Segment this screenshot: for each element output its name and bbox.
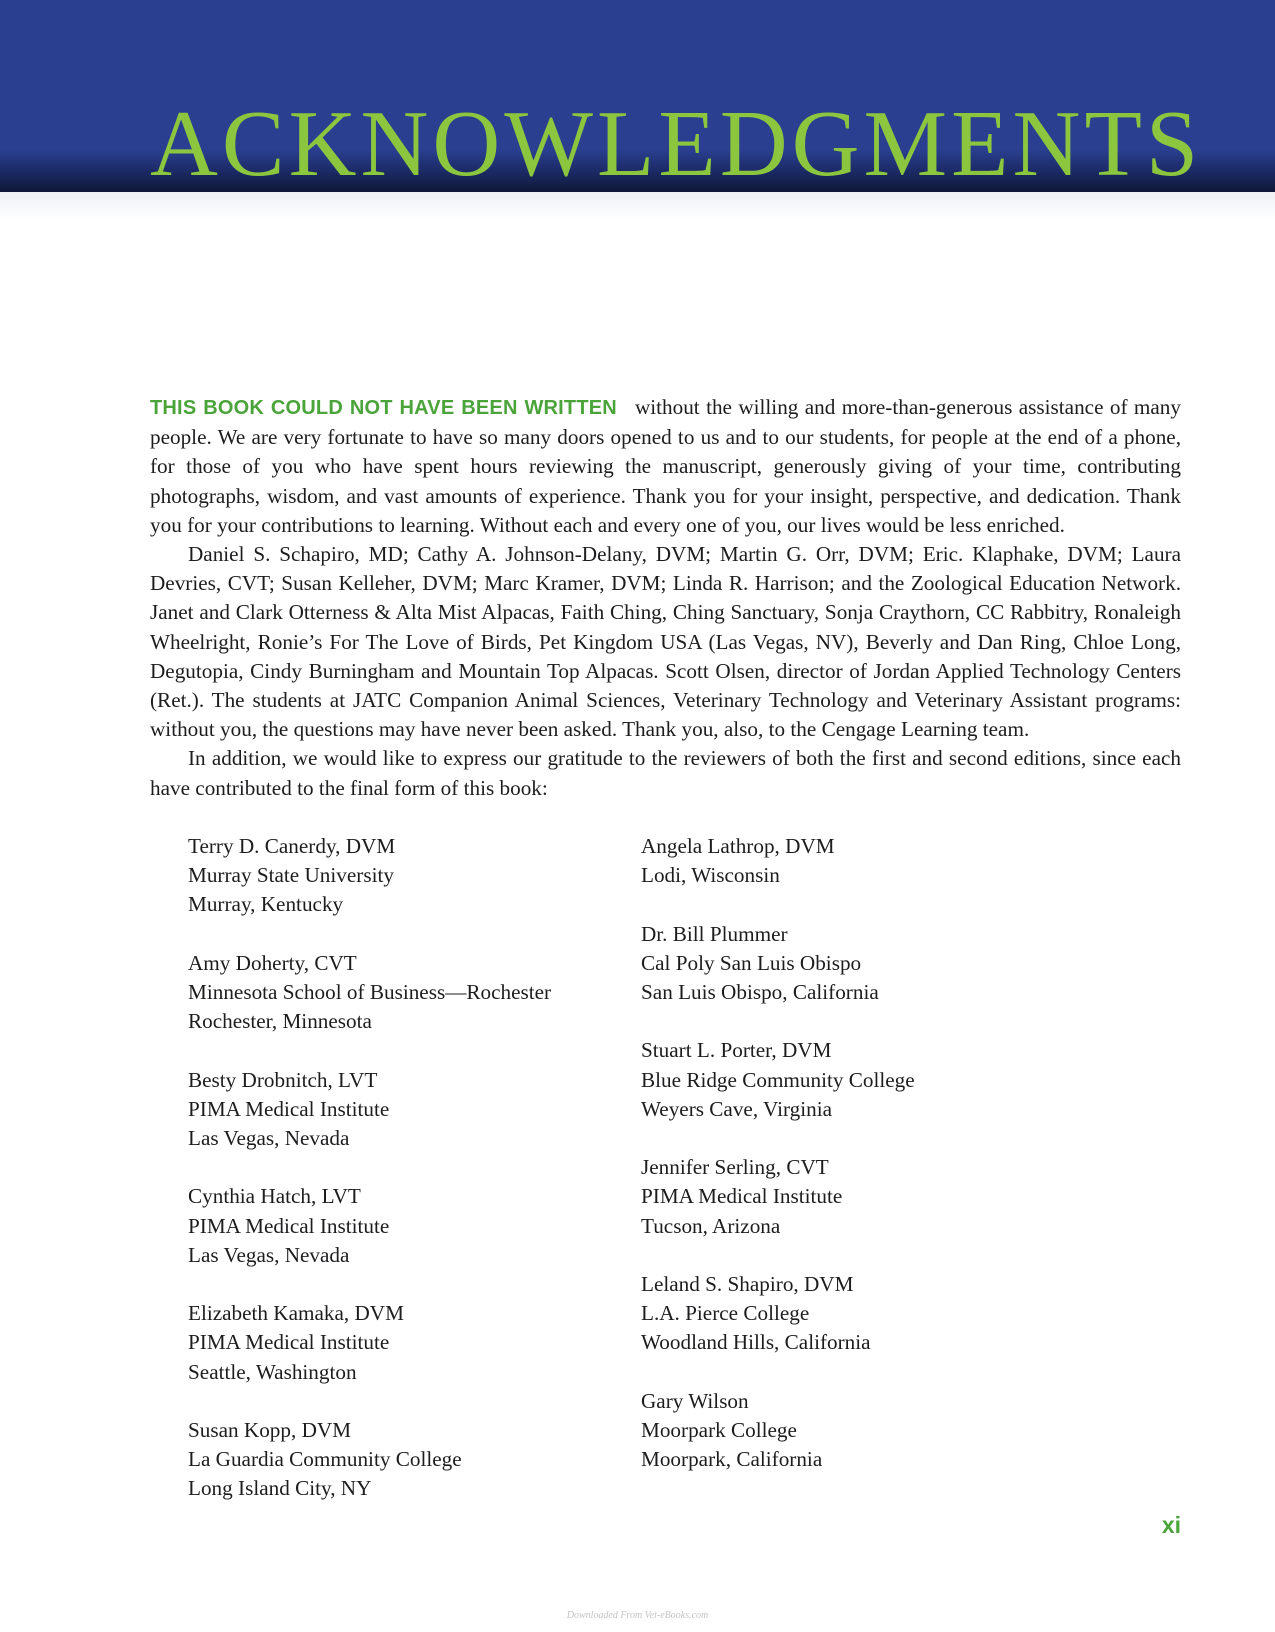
reviewer-institution: La Guardia Community College	[188, 1447, 462, 1472]
reviewer-institution: PIMA Medical Institute	[188, 1330, 390, 1355]
acknowledgments-body	[150, 393, 1181, 803]
reviewer-location: Las Vegas, Nevada	[188, 1126, 350, 1150]
reviewer-entry	[641, 1387, 915, 1475]
reviewer-location: Moorpark, California	[641, 1447, 823, 1472]
reviewer-name: Susan Kopp, DVM	[188, 1417, 352, 1442]
paragraph-intro	[150, 393, 1181, 540]
reviewer-institution: PIMA Medical Institute	[188, 1096, 390, 1121]
lead-in-heading: THIS BOOK COULD NOT HAVE BEEN WRITTEN	[150, 397, 617, 419]
reviewer-name: Stuart L. Porter, DVM	[641, 1038, 832, 1063]
reviewer-entry	[188, 1299, 551, 1387]
watermark: Downloaded From Vet-eBooks.com	[566, 1610, 709, 1621]
reviewer-entry	[188, 1182, 551, 1270]
reviewer-location: San Luis Obispo, California	[641, 980, 879, 1004]
reviewer-location: Woodland Hills, California	[641, 1330, 871, 1355]
page-title: ACKNOWLEDGMENTS	[150, 92, 1203, 196]
reviewer-name: Besty Drobnitch, LVT	[188, 1067, 378, 1092]
reviewer-entry	[641, 920, 915, 1008]
paragraph-intro-text: without the willing and more-than-generous assistance of many people. We are very fortunate to have so many doors opened to us and to our students, for people at the end of a phone, for those of you who have spent hours reviewing the manuscript, generously giving of your time, contributing photographs, wisdom, and vast amounts of experience. Thank you for your insight, perspective, and dedication. Thank you for your contributions to learning. Without each and every one of you, our lives would be less enriched.	[150, 395, 1181, 537]
reviewer-name: Cynthia Hatch, LVT	[188, 1184, 361, 1209]
reviewers-list-right	[641, 832, 915, 1504]
reviewer-entry	[188, 949, 551, 1037]
reviewer-name: Jennifer Serling, CVT	[641, 1155, 829, 1180]
reviewer-institution: L.A. Pierce College	[641, 1301, 810, 1326]
reviewer-institution: Murray State University	[188, 863, 394, 888]
reviewer-entry	[188, 1416, 551, 1504]
reviewer-institution: PIMA Medical Institute	[188, 1213, 390, 1238]
reviewer-institution: Cal Poly San Luis Obispo	[641, 950, 862, 975]
reviewers-list-left	[188, 832, 551, 1533]
reviewer-location: Long Island City, NY	[188, 1476, 372, 1501]
paragraph-contributors: Daniel S. Schapiro, MD; Cathy A. Johnson-Delany, DVM; Martin G. Orr, DVM; Eric. Klaphake, DVM; Laura Devries, CVT; Susan Kelleher, DVM; Marc Kramer, DVM; Linda R. Harrison; and the Zoological Education Network. Janet and Clark Otterness & Alta Mist Alpacas, Faith Ching, Ching Sanctuary, Sonja Craythorn, CC Rabbitry, Ronaleigh Wheelright, Ronie’s For The Love of Birds, Pet Kingdom USA (Las Vegas, NV), Beverly and Dan Ring, Chloe Long, Degutopia, Cindy Burningham and Mountain Top Alpacas. Scott Olsen, director of Jordan Applied Technology Centers (Ret.). The students at JATC Companion Animal Sciences, Veterinary Technology and Veterinary Assistant programs: without you, the questions may have never been asked. Thank you, also, to the Cengage Learning team.	[150, 542, 1181, 742]
reviewer-location: Rochester, Minnesota	[188, 1009, 372, 1034]
reviewer-entry	[188, 832, 551, 920]
reviewer-name: Dr. Bill Plummer	[641, 921, 788, 946]
reviewer-location: Murray, Kentucky	[188, 892, 344, 917]
reviewer-location: Tucson, Arizona	[641, 1213, 781, 1238]
reviewer-name: Elizabeth Kamaka, DVM	[188, 1301, 404, 1326]
reviewer-location: Las Vegas, Nevada	[188, 1242, 350, 1267]
page-number: xi	[1161, 1512, 1181, 1538]
reviewer-institution: Moorpark College	[641, 1417, 797, 1442]
reviewer-entry	[641, 832, 915, 890]
reviewer-location: Weyers Cave, Virginia	[641, 1096, 832, 1121]
reviewer-name: Terry D. Canerdy, DVM	[188, 834, 396, 858]
reviewer-name: Amy Doherty, CVT	[188, 950, 357, 975]
reviewer-entry	[641, 1153, 915, 1241]
reviewer-name: Gary Wilson	[641, 1388, 749, 1413]
reviewer-location: Seattle, Washington	[188, 1359, 357, 1384]
header-shadow	[0, 192, 1275, 220]
reviewer-name: Leland S. Shapiro, DVM	[641, 1271, 854, 1296]
reviewer-entry	[641, 1270, 915, 1358]
reviewer-name: Angela Lathrop, DVM	[641, 834, 835, 858]
reviewer-location: Lodi, Wisconsin	[641, 863, 780, 888]
reviewer-institution: Blue Ridge Community College	[641, 1067, 915, 1092]
reviewer-institution: PIMA Medical Institute	[641, 1184, 843, 1209]
reviewer-entry	[188, 1066, 551, 1154]
reviewer-entry	[641, 1036, 915, 1124]
paragraph-reviewers-intro: In addition, we would like to express our gratitude to the reviewers of both the first and second editions, since each have contributed to the final form of this book:	[150, 746, 1181, 800]
reviewer-institution: Minnesota School of Business—Rochester	[188, 980, 552, 1004]
